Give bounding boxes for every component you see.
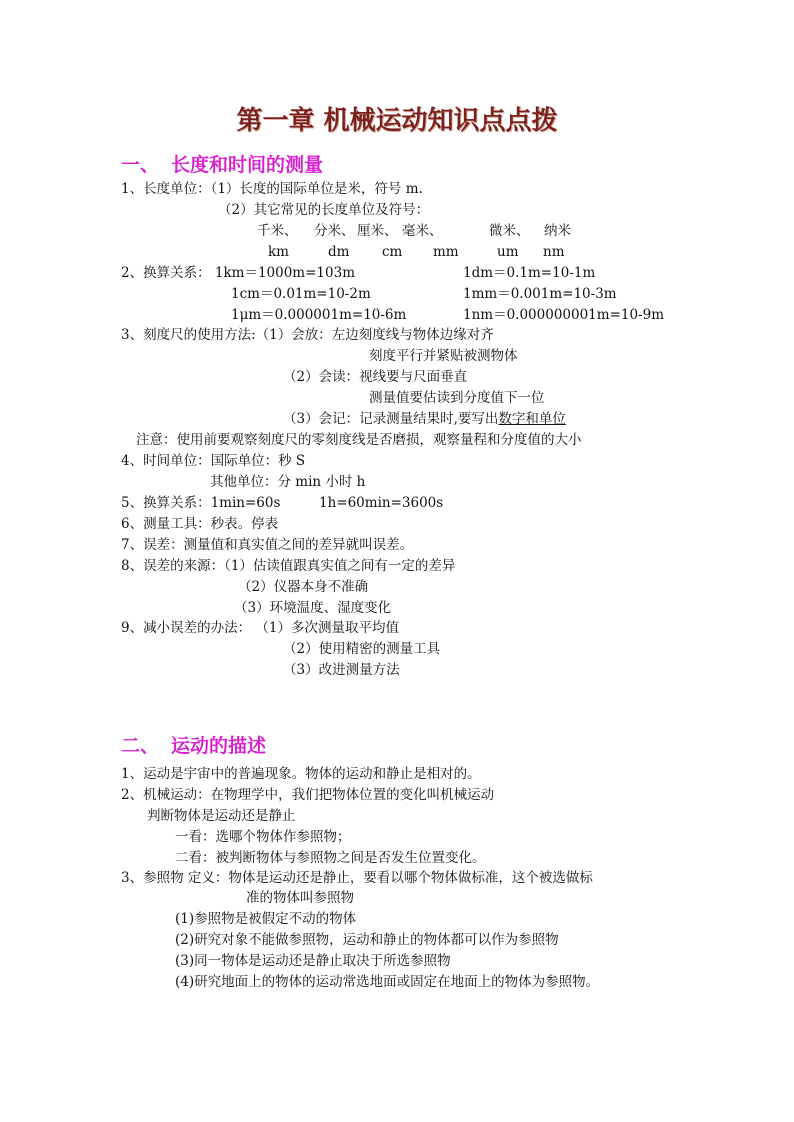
section-2-title: 运动的描述	[171, 735, 267, 757]
reduce-error-1: 9、减小误差的办法： （1）多次测量取平均值	[121, 620, 399, 636]
time-conversion-a: 5、换算关系：1min=60s	[121, 495, 281, 511]
conversion-mm: 1mm＝0.001m=10-3m	[463, 286, 617, 302]
unit-cn-nm: 纳米	[544, 223, 571, 239]
ruler-record-text: （3）会记：记录测量结果时,要写出	[283, 411, 499, 427]
conversion-dm: 1dm＝0.1m=10-1m	[463, 265, 596, 281]
ruler-usage-line: 3、刻度尺的使用方法:（1）会放：左边刻度线与物体边缘对齐	[121, 327, 494, 343]
motion-judge-step-1: 一看：选哪个物体作参照物；	[175, 829, 351, 845]
time-tool-line: 6、测量工具：秒表。停表	[121, 516, 279, 532]
ruler-record-line	[283, 410, 566, 428]
reference-definition: 3、参照物 定义：物体是运动还是静止，要看以哪个物体做标准，这个被选做标	[121, 870, 593, 886]
ruler-read-line: （2）会读：视线要与尺面垂直	[283, 369, 468, 385]
ruler-record-emphasis: 数字和单位	[498, 411, 566, 427]
time-conversion-b: 1h=60min=3600s	[319, 495, 444, 511]
unit-sym-um: um	[497, 244, 519, 260]
conversion-nm: 1nm＝0.000000001m=10-9m	[463, 307, 665, 323]
reference-point-3: (3)同一物体是运动还是静止取决于所选参照物	[175, 953, 451, 969]
reference-point-1: (1)参照物是被假定不动的物体	[175, 911, 357, 927]
reduce-error-2: （2）使用精密的测量工具	[283, 641, 441, 657]
motion-judge-step-2: 二看：被判断物体与参照物之间是否发生位置变化。	[175, 850, 486, 866]
unit-cn-km: 千米、	[257, 223, 298, 239]
section-1-heading	[121, 150, 323, 177]
unit-cn-cm: 厘米、	[357, 223, 398, 239]
time-unit-line: 4、时间单位：国际单位：秒 S	[121, 453, 306, 469]
unit-cn-dm: 分米、	[314, 223, 355, 239]
section-1-title: 长度和时间的测量	[171, 154, 324, 176]
section-1-number: 一、	[121, 154, 160, 176]
unit-sym-km: km	[268, 244, 289, 260]
reference-definition-2: 准的物体叫参照物	[246, 890, 354, 906]
error-source-2: （2）仪器本身不准确	[238, 579, 369, 595]
reference-point-2: (2)研究对象不能做参照物，运动和静止的物体都可以作为参照物	[175, 932, 559, 948]
reference-point-4: (4)研究地面上的物体的运动常选地面或固定在地面上的物体为参照物。	[175, 974, 600, 990]
ruler-read-line-2: 测量值要估读到分度值下一位	[369, 390, 545, 406]
conversion-um: 1μm＝0.000001m=10-6m	[231, 307, 407, 323]
unit-sym-nm: nm	[543, 244, 565, 260]
unit-cn-um: 微米、	[489, 223, 530, 239]
other-units-line: （2）其它常见的长度单位及符号：	[218, 202, 430, 218]
section-2-heading	[121, 731, 266, 758]
conversion-km: 2、换算关系： 1km＝1000m=103m	[121, 265, 355, 281]
section-2-number: 二、	[121, 735, 160, 757]
unit-sym-dm: dm	[328, 244, 350, 260]
page-title: 第一章 机械运动知识点点拨	[236, 106, 558, 136]
unit-sym-cm: cm	[382, 244, 403, 260]
error-source-1: 8、误差的来源：（1）估读值跟真实值之间有一定的差异	[121, 558, 456, 574]
time-other-units: 其他单位：分 min 小时 h	[210, 474, 366, 490]
motion-judge: 判断物体是运动还是静止	[147, 808, 296, 824]
ruler-note: 注意：使用前要观察刻度尺的零刻度线是否磨损，观察量程和分度值的大小	[136, 432, 582, 448]
motion-line-1: 1、运动是宇宙中的普遍现象。物体的运动和静止是相对的。	[121, 766, 481, 782]
ruler-usage-line-2: 刻度平行并紧贴被测物体	[369, 348, 518, 364]
conversion-cm: 1cm＝0.01m=10-2m	[231, 286, 371, 302]
unit-sym-mm: mm	[433, 244, 459, 260]
reduce-error-3: （3）改进测量方法	[283, 662, 400, 678]
error-source-3: （3）环境温度、湿度变化	[234, 600, 392, 616]
motion-line-2: 2、机械运动：在物理学中，我们把物体位置的变化叫机械运动	[121, 787, 495, 803]
error-definition: 7、误差：测量值和真实值之间的差异就叫误差。	[121, 537, 414, 553]
length-unit-line: 1、长度单位：（1）长度的国际单位是米，符号 m.	[121, 181, 423, 197]
unit-cn-mm: 毫米、	[402, 223, 443, 239]
